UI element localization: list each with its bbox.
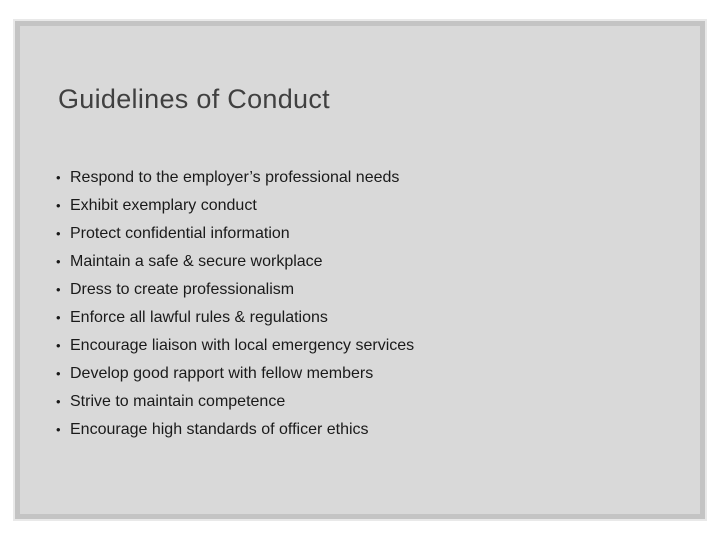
bullet-text: Encourage high standards of officer ethics: [70, 421, 369, 438]
bullet-icon: •: [56, 338, 61, 353]
bullet-item: [56, 304, 414, 332]
bullet-text: Dress to create professionalism: [70, 281, 295, 298]
bullet-item: [56, 248, 414, 276]
bullet-text: Exhibit exemplary conduct: [70, 197, 257, 214]
bullet-text: Develop good rapport with fellow members: [70, 365, 374, 382]
bullet-item: [56, 332, 414, 360]
bullet-text: Respond to the employer’s professional needs: [70, 169, 400, 186]
bullet-icon: •: [56, 394, 61, 409]
bullet-icon: •: [56, 366, 61, 381]
bullet-text: Protect confidential information: [70, 225, 290, 242]
bullet-icon: •: [56, 310, 61, 325]
bullet-item: [56, 192, 414, 220]
bullet-icon: •: [56, 422, 61, 437]
bullet-icon: •: [56, 254, 61, 269]
bullet-item: [56, 388, 414, 416]
bullet-icon: •: [56, 282, 61, 297]
slide-title: Guidelines of Conduct: [58, 84, 330, 114]
bullet-item: [56, 220, 414, 248]
bullet-icon: •: [56, 226, 61, 241]
bullet-item: [56, 164, 414, 192]
bullet-text: Encourage liaison with local emergency services: [70, 337, 415, 354]
bullet-icon: •: [56, 170, 61, 185]
bullet-text: Enforce all lawful rules & regulations: [70, 309, 328, 326]
bullet-text: Strive to maintain competence: [70, 393, 286, 410]
bullet-item: [56, 416, 414, 444]
bullet-icon: •: [56, 198, 61, 213]
bullet-text: Maintain a safe & secure workplace: [70, 253, 323, 270]
bullet-item: [56, 360, 414, 388]
bullet-list: [56, 164, 414, 444]
bullet-item: [56, 276, 414, 304]
